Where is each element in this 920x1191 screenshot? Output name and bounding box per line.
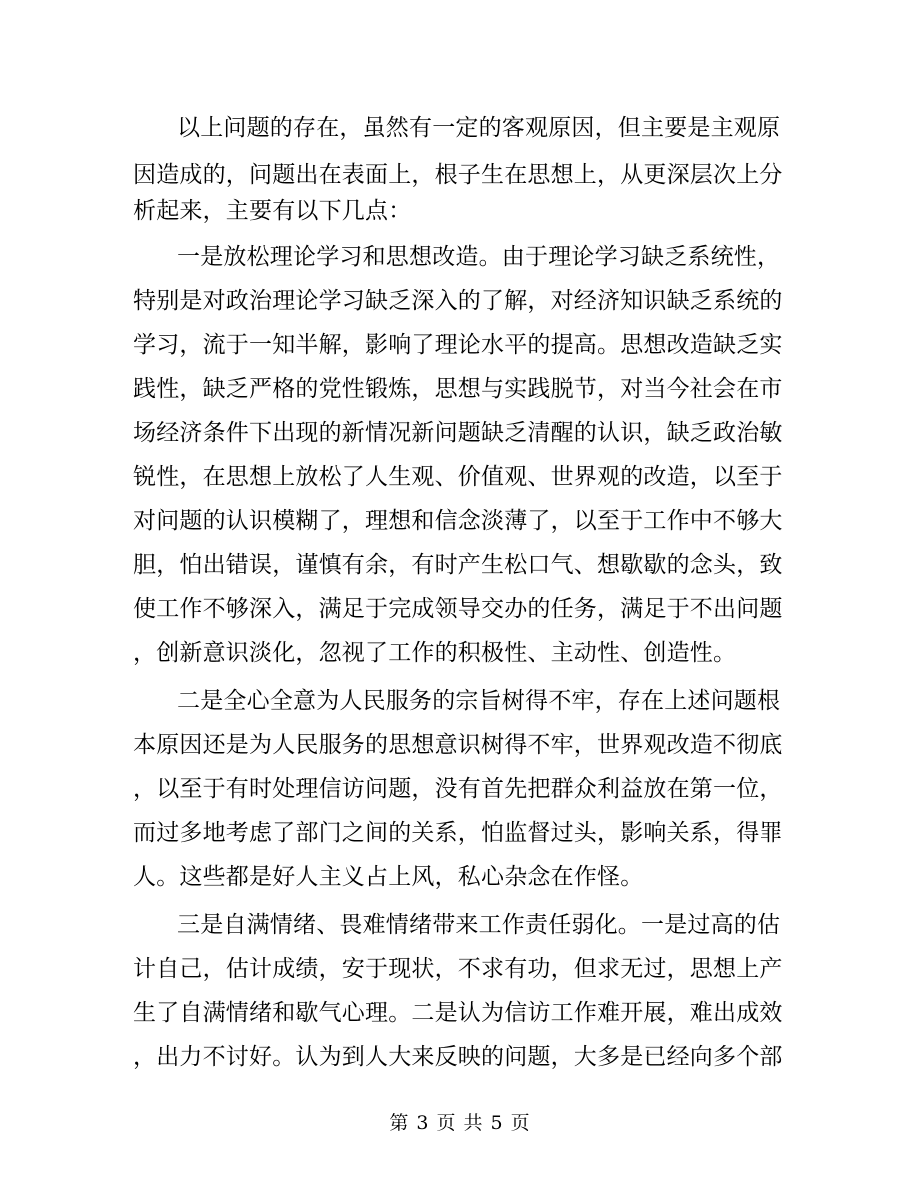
text-line: 锐性，在思想上放松了人生观、价值观、世界观的改造，以至于 [133, 464, 783, 490]
text-line: 场经济条件下出现的新情况新问题缺乏清醒的认识，缺乏政治敏 [133, 420, 783, 446]
text-line: 计自己，估计成绩，安于现状，不求有功，但求无过，思想上产 [133, 956, 783, 982]
text-line: ，创新意识淡化，忽视了工作的积极性、主动性、创造性。 [133, 640, 737, 666]
text-line: 学习，流于一知半解，影响了理论水平的提高。思想改造缺乏实 [133, 332, 783, 358]
text-line: 人。这些都是好人主义占上风，私心杂念在作怪。 [133, 864, 644, 890]
text-line: 生了自满情绪和歇气心理。二是认为信访工作难开展，难出成效 [133, 1000, 783, 1026]
text-line: 使工作不够深入，满足于完成领导交办的任务，满足于不出问题 [133, 596, 783, 622]
text-line: 一是放松理论学习和思想改造。由于理论学习缺乏系统性， [177, 244, 781, 270]
page-number-footer: 第 3 页 共 5 页 [389, 1112, 531, 1134]
text-line: 对问题的认识模糊了，理想和信念淡薄了，以至于工作中不够大 [133, 508, 783, 534]
text-line: ，以至于有时处理信访问题，没有首先把群众利益放在第一位， [133, 776, 783, 802]
text-line: 二是全心全意为人民服务的宗旨树得不牢，存在上述问题根 [177, 688, 781, 714]
text-line: 三是自满情绪、畏难情绪带来工作责任弱化。一是过高的估 [177, 912, 781, 938]
text-line: 特别是对政治理论学习缺乏深入的了解，对经济知识缺乏系统的 [133, 288, 783, 314]
text-line: 践性，缺乏严格的党性锻炼，思想与实践脱节，对当今社会在市 [133, 376, 783, 402]
text-line: 析起来，主要有以下几点： [133, 198, 412, 224]
text-line: 本原因还是为人民服务的思想意识树得不牢，世界观改造不彻底 [133, 732, 783, 758]
text-line: 因造成的，问题出在表面上，根子生在思想上，从更深层次上分 [133, 162, 783, 188]
text-line: 而过多地考虑了部门之间的关系，怕监督过头，影响关系，得罪 [133, 820, 783, 846]
text-line: ，出力不讨好。认为到人大来反映的问题，大多是已经向多个部 [133, 1044, 783, 1070]
text-line: 以上问题的存在，虽然有一定的客观原因，但主要是主观原 [177, 115, 781, 141]
text-line: 胆，怕出错误，谨慎有余，有时产生松口气、想歇歇的念头，致 [133, 552, 783, 578]
